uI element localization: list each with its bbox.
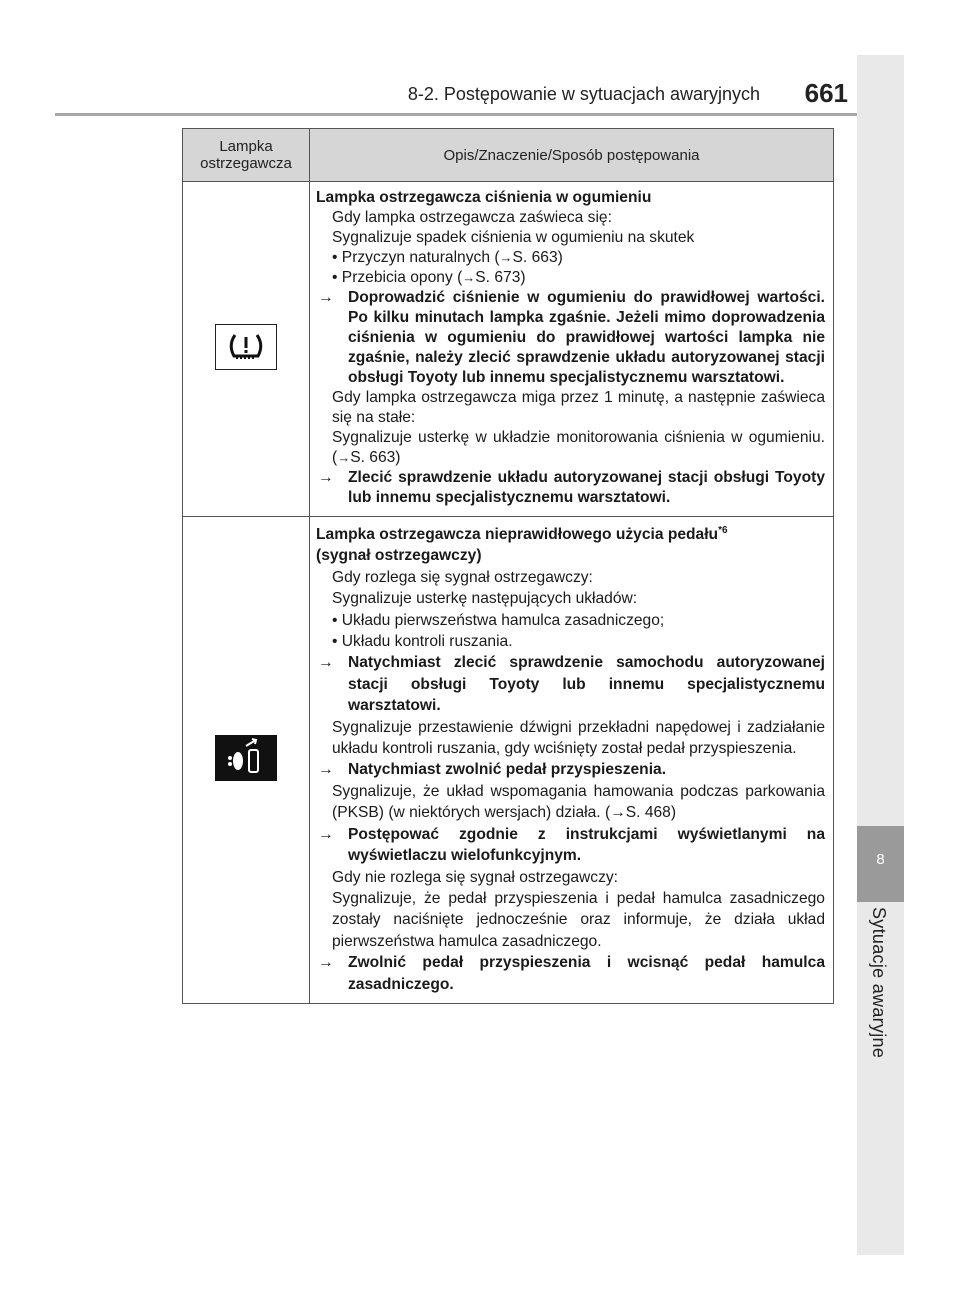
action-line: → Postępować zgodnie z instrukcjami wyświetlanymi na wyświetlaczu wielofunkcyjnym. (318, 825, 825, 865)
header-divider (55, 113, 861, 116)
text-line: Gdy lampka ostrzegawcza zaświeca się: (332, 209, 612, 226)
text-line: Sygnalizuje, że układ wspomagania hamowania podczas parkowania (PKSB) (w niektórych wersjach) działa. (→S. 468) (332, 782, 825, 822)
text-line: Sygnalizuje spadek ciśnienia w ogumieniu na skutek (332, 229, 695, 246)
warning-subtitle: (sygnał ostrzegawczy) (316, 547, 482, 565)
text-line: Sygnalizuje usterkę następujących układów: (332, 590, 638, 608)
text-line: Gdy lampka ostrzegawcza miga przez 1 minutę, a następnie zaświeca się na stałe: (332, 389, 825, 426)
page-number: 661 (804, 78, 848, 108)
arrow-icon: → (318, 469, 334, 486)
table-header-row (183, 129, 834, 182)
action-line: → Natychmiast zwolnić pedał przyspieszenia. (316, 759, 825, 780)
footnote-ref: *6 (718, 524, 728, 536)
column-header-description: Opis/Znaczenie/Sposób postępowania (310, 129, 834, 182)
page-header (0, 70, 860, 110)
description-cell (310, 182, 834, 517)
arrow-icon: → (318, 954, 334, 972)
side-tab (857, 55, 904, 1255)
column-header-icon: Lampka ostrzegawcza (183, 129, 310, 182)
chapter-label: Sytuacje awaryjne (869, 907, 889, 1059)
arrow-icon: → (499, 250, 513, 265)
text-line: • Układu kontroli ruszania. (332, 633, 513, 651)
arrow-icon: → (318, 761, 334, 779)
action-line: → Zlecić sprawdzenie układu autoryzowanej stacji obsługi Toyoty lub innemu specjalistycznemu warsztatowi. (318, 469, 825, 506)
arrow-icon: → (318, 289, 334, 306)
description-cell (310, 517, 834, 1004)
arrow-icon: → (462, 270, 476, 285)
text-line: • Przyczyn naturalnych (→S. 663) (332, 249, 563, 266)
text-line: Gdy rozlega się sygnał ostrzegawczy: (332, 568, 593, 586)
text-line: • Przebicia opony (→S. 673) (332, 269, 526, 286)
text-line: Sygnalizuje przestawienie dźwigni przekładni napędowej i zadziałanie układu kontroli ruszania, gdy wciśnięty został pedał przyspieszenia. (332, 718, 825, 758)
warning-title: Lampka ostrzegawcza nieprawidłowego użycia pedału$^{*6}$ (316, 524, 728, 543)
icon-cell (183, 517, 310, 1004)
text-line: Gdy nie rozlega się sygnał ostrzegawczy: (332, 868, 619, 886)
warning-title: Lampka ostrzegawcza ciśnienia w ogumieniu (316, 189, 652, 206)
section-title: 8-2. Postępowanie w sytuacjach awaryjnych (407, 84, 760, 104)
arrow-icon: → (318, 654, 334, 672)
icon-cell (183, 182, 310, 517)
chapter-number: 8 (876, 851, 885, 868)
pedal-misapplication-warning-icon (215, 735, 277, 781)
text-line: Sygnalizuje, że pedał przyspieszenia i pedał hamulca zasadniczego zostały naciśnięte jednocześnie oraz informuje, że działa układ pierwszeństwa hamulca zasadniczego. (332, 889, 825, 950)
warning-table (182, 128, 834, 1004)
tire-pressure-warning-icon (215, 324, 277, 370)
text-line: Sygnalizuje usterkę w układzie monitorowania ciśnienia w ogumieniu. (→S. 663) (332, 429, 825, 466)
action-line: → Doprowadzić ciśnienie w ogumieniu do prawidłowej wartości. Po kilku minutach lampka zgaśnie. Jeżeli mimo doprowadzenia ciśnienia w ogumieniu do prawidłowej wartości lampka nie zgaśnie, należy zlecić sprawdzenie układu autoryzowanej stacji obsługi Toyoty lub innemu specjalistycznemu warsztatowi. (318, 289, 825, 386)
table-row (183, 182, 834, 517)
action-line: → Zwolnić pedał przyspieszenia i wcisnąć pedał hamulca zasadniczego. (318, 954, 825, 993)
arrow-icon: → (318, 825, 334, 843)
table-row (183, 517, 834, 1004)
text-line: • Układu pierwszeństwa hamulca zasadniczego; (332, 611, 665, 629)
action-line: → Natychmiast zlecić sprawdzenie samochodu autoryzowanej stacji obsługi Toyoty lub innemu specjalistycznemu warsztatowi. (318, 654, 825, 715)
arrow-icon: → (337, 450, 351, 465)
arrow-icon: → (610, 804, 626, 822)
